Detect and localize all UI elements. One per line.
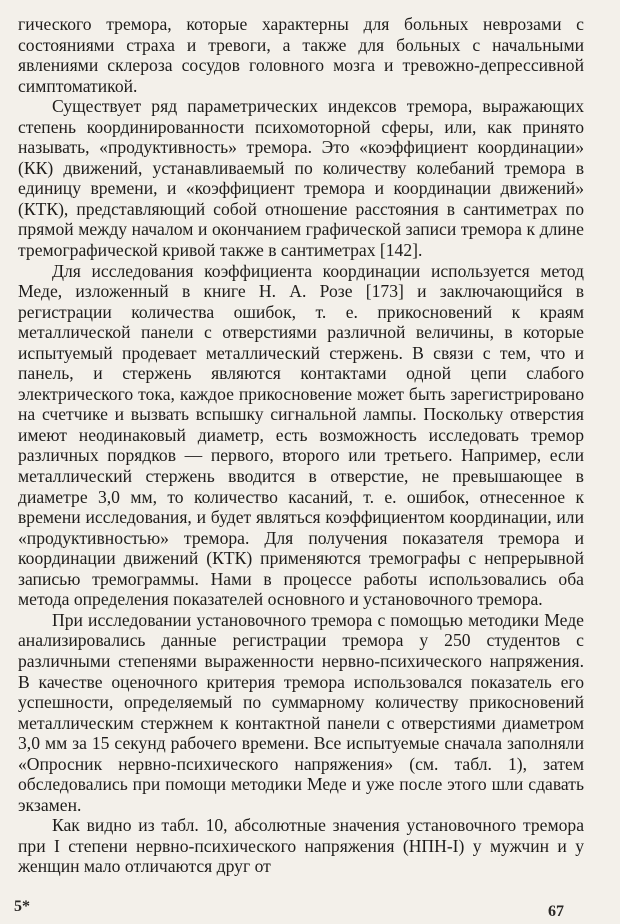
paragraph-continued: гического тремора, которые характерны для больных неврозами с состояниями страха и тревоги, а также для больных с начальными явлениями склероза сосудов головного мозга и тревожно-депрессивной симптоматикой. [18,14,584,96]
page-number: 67 [548,903,564,920]
paragraph-tremor-indices: Существует ряд параметрических индексов тремора, выражающих степень координированности психомоторной сферы, или, как принято называть, «продуктивность» тремора. Это «коэффициент координации» (КК) движений, устанавливаемый по количеству колебаний тремора в единицу времени, и «коэффициент тремора и координации движений» (КТК), представляющий собой отношение расстояния в сантиметрах по прямой между началом и окончанием графической записи тремора к длине тремографической кривой также в сантиметрах [142]. [18,96,584,261]
paragraph-study-students: При исследовании установочного тремора с помощью методики Меде анализировались данные регистрации тремора у 250 студентов с различными степенями выраженности нервно-психического напряжения. В качестве оценочного критерия тремора использовался показатель его успешности, определяемый по суммарному количеству прикосновений металлическим стержнем к контактной панели с отверстиями диаметром 3,0 мм за 15 секунд рабочего времени. Все испытуемые сначала заполняли «Опросник нервно-психического напряжения» (см. табл. 1), затем обследовались при помощи методики Меде и уже после этого шли сдавать экзамен. [18,609,584,815]
body-text [18,14,584,877]
printer-signature-mark: 5* [14,898,30,915]
paragraph-mede-method: Для исследования коэффициента координации используется метод Меде, изложенный в книге Н. А. Розе [173] и заключающийся в регистрации количества ошибок, т. е. прикосновений к краям металлической панели с отверстиями различной величины, в которые испытуемый продевает металлический стержень. В связи с тем, что и панель, и стержень являются контактами одной цепи слабого электрического тока, каждое прикосновение может быть зарегистрировано на счетчике и вызвать вспышку сигнальной лампы. Поскольку отверстия имеют неодинаковый диаметр, есть возможность исследовать тремор различных порядков — первого, второго или третьего. Например, если металлический стержень вводится в отверстие, не превышающее в диаметре 3,0 мм, то количество касаний, т. е. ошибок, отнесенное к времени исследования, и будет являться коэффициентом координации, или «продуктивностью» тремора. Для получения показателя тремора и координации движений (КТК) применяются тремографы с непрерывной записью тремограммы. Нами в процессе работы использовались оба метода определения показателей основного и установочного тремора. [18,260,584,610]
paragraph-table-results: Как видно из табл. 10, абсолютные значения установочного тремора при I степени нервно-психического напряжения (НПН-I) у мужчин и у женщин мало отличаются друг от [18,815,584,877]
